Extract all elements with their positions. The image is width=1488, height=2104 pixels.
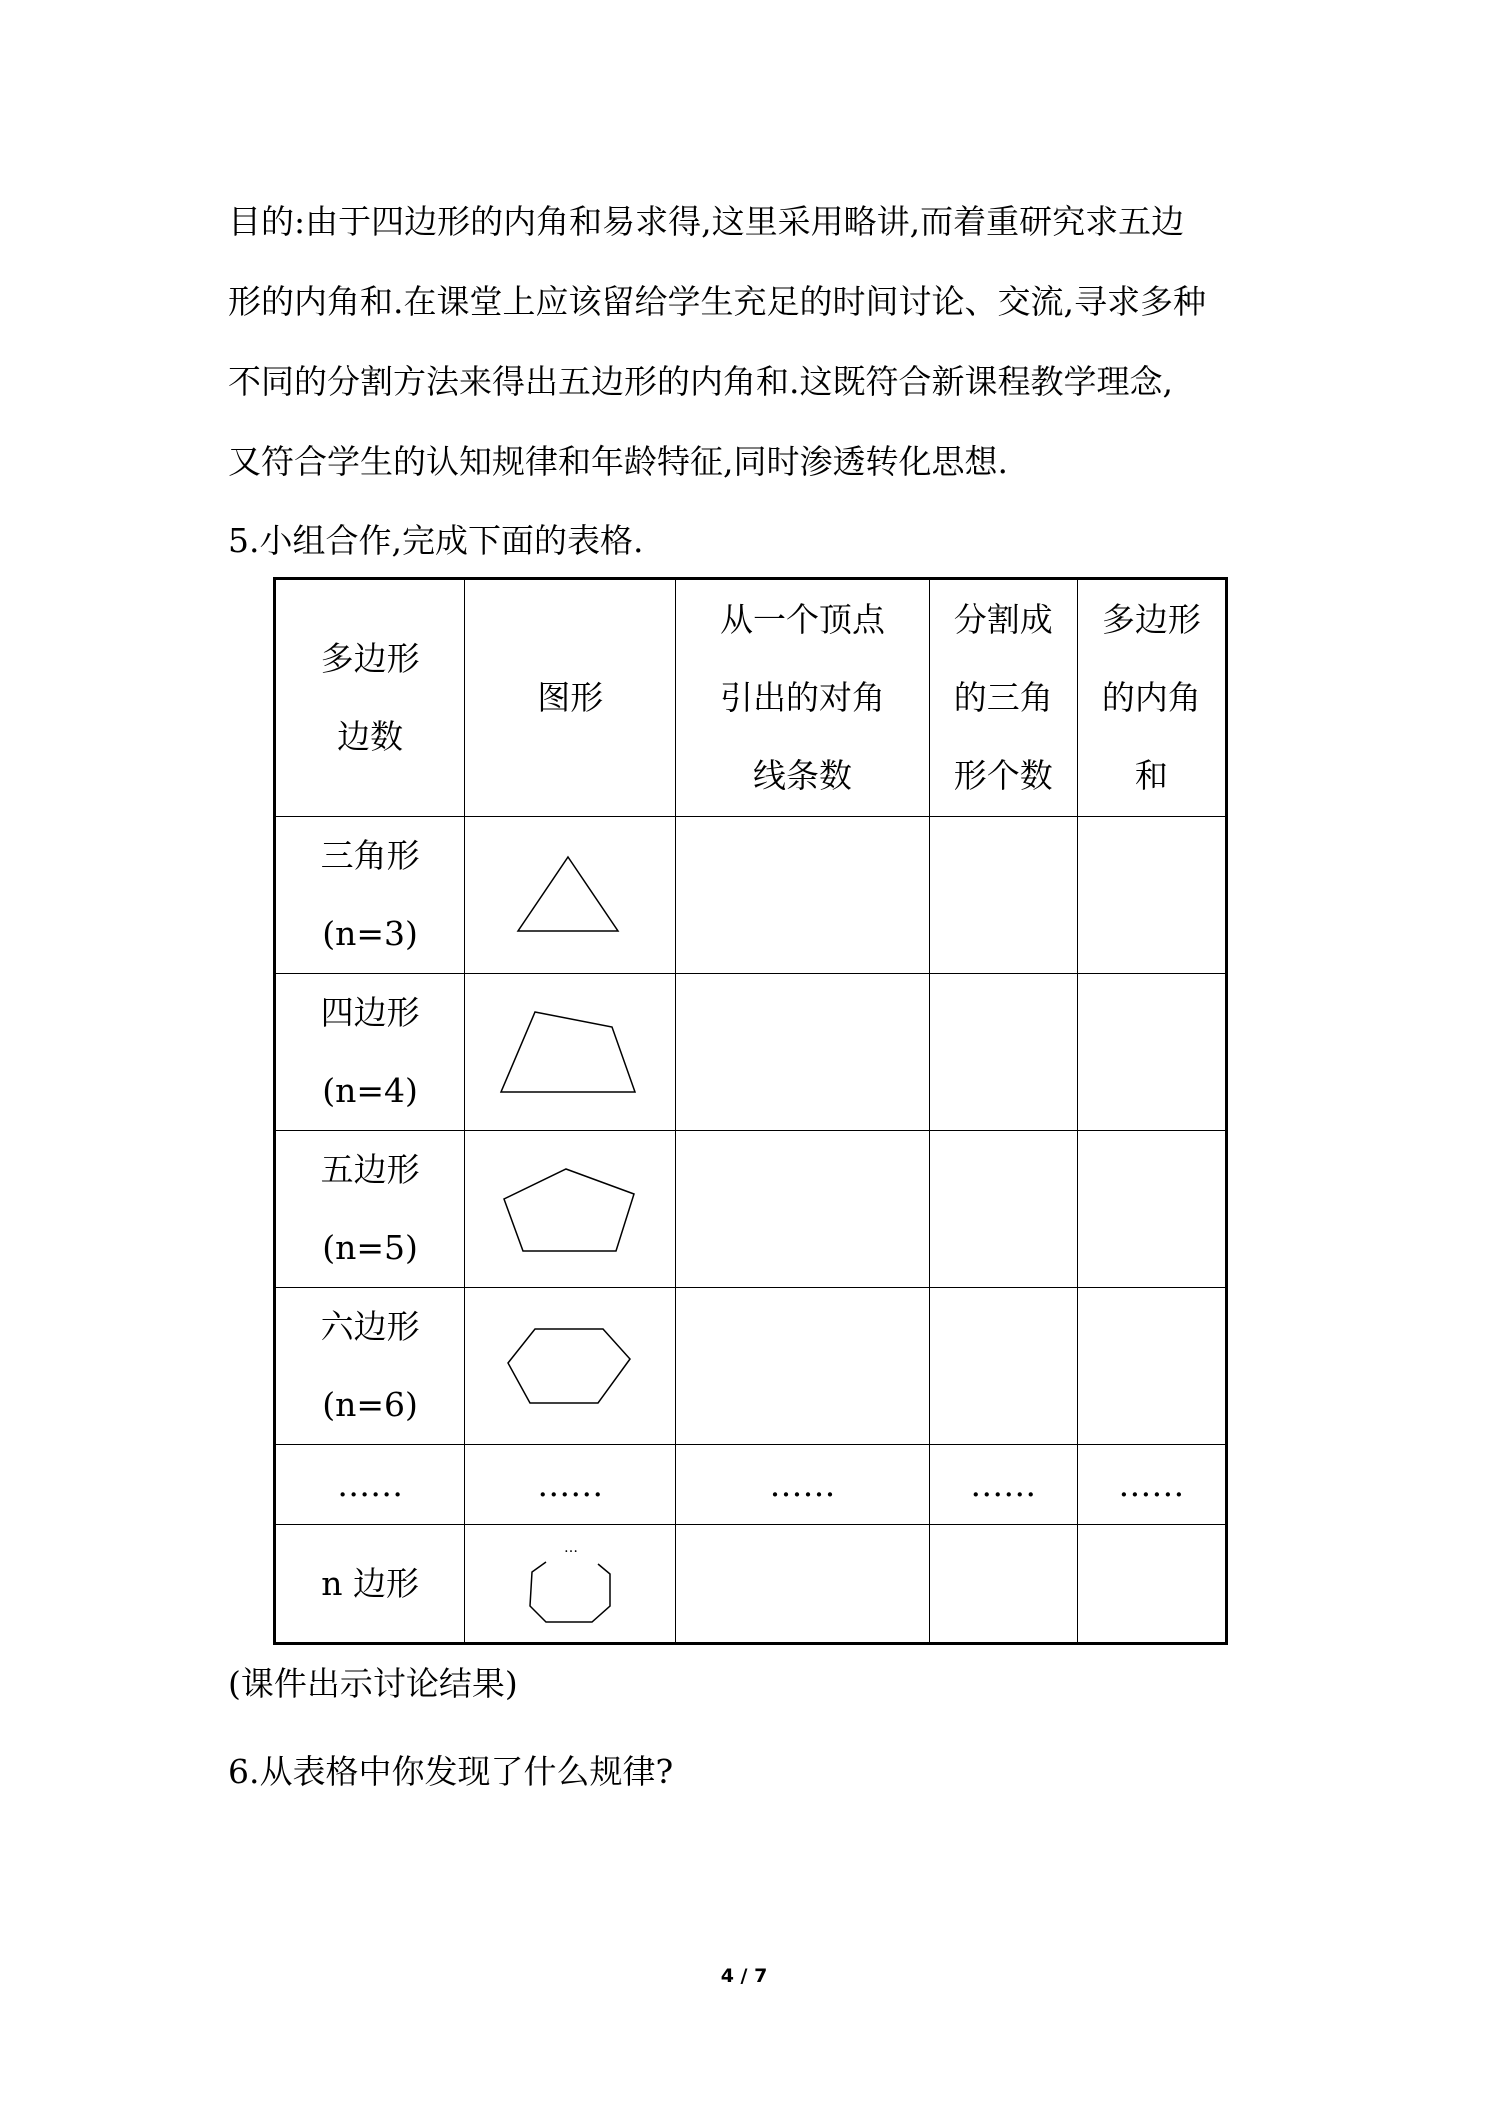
- row-label: 五边形 (n=5): [275, 1131, 465, 1288]
- angle-sum-cell: [1077, 817, 1226, 974]
- n-gon-dots: …: [564, 1539, 579, 1556]
- header-diagonals: 从一个顶点 引出的对角 线条数: [676, 579, 929, 817]
- item-5-heading: 5.小组合作,完成下面的表格.: [228, 521, 644, 560]
- row-label: 四边形 (n=4): [275, 974, 465, 1131]
- triangle-count-cell: [929, 817, 1077, 974]
- table-ellipsis-row: [275, 1445, 1227, 1525]
- triangle-count-cell: [929, 974, 1077, 1131]
- angle-sum-cell: [1077, 1288, 1226, 1445]
- intro-line: 又符合学生的认知规律和年龄特征,同时渗透转化思想.: [228, 442, 1008, 481]
- diagonal-count-cell: [676, 1131, 929, 1288]
- intro-line: 不同的分割方法来得出五边形的内角和.这既符合新课程教学理念,: [228, 362, 1173, 401]
- table-row: [275, 1525, 1227, 1644]
- ellipsis-cell: ……: [676, 1445, 929, 1525]
- page-number: 4 / 7: [720, 1965, 768, 1987]
- header-sides: 多边形 边数: [275, 579, 465, 817]
- intro-paragraph: [228, 182, 1268, 502]
- figure-cell: [465, 1525, 676, 1644]
- intro-line: 目的:由于四边形的内角和易求得,这里采用略讲,而着重研究求五边: [228, 202, 1185, 241]
- diagonal-count-cell: [676, 1525, 929, 1644]
- ellipsis-cell: ……: [929, 1445, 1077, 1525]
- table-header-row: [275, 579, 1227, 817]
- intro-line: 形的内角和.在课堂上应该留给学生充足的时间讨论、交流,寻求多种: [228, 282, 1206, 321]
- courseware-note: (课件出示讨论结果): [228, 1664, 518, 1703]
- header-angle-sum: 多边形 的内角 和: [1077, 579, 1226, 817]
- ellipsis-cell: ……: [275, 1445, 465, 1525]
- figure-cell: [465, 1131, 676, 1288]
- triangle-count-cell: [929, 1288, 1077, 1445]
- diagonal-count-cell: [676, 1288, 929, 1445]
- n-gon-icon: [510, 1534, 630, 1634]
- angle-sum-cell: [1077, 1525, 1226, 1644]
- figure-cell: [465, 1288, 676, 1445]
- item-6-heading: 6.从表格中你发现了什么规律?: [228, 1752, 674, 1791]
- header-triangle-count: 分割成 的三角 形个数: [929, 579, 1077, 817]
- row-label: 三角形 (n=3): [275, 817, 465, 974]
- hexagon-icon: [500, 1321, 640, 1411]
- angle-sum-cell: [1077, 1131, 1226, 1288]
- triangle-count-cell: [929, 1131, 1077, 1288]
- diagonal-count-cell: [676, 974, 929, 1131]
- ellipsis-cell: ……: [465, 1445, 676, 1525]
- triangle-icon: [510, 845, 630, 945]
- table-row: [275, 974, 1227, 1131]
- figure-cell: [465, 974, 676, 1131]
- polygon-table: [273, 577, 1228, 1645]
- header-figure: 图形: [465, 579, 676, 817]
- triangle-count-cell: [929, 1525, 1077, 1644]
- pentagon-icon: [495, 1159, 645, 1259]
- ellipsis-cell: ……: [1077, 1445, 1226, 1525]
- diagonal-count-cell: [676, 817, 929, 974]
- table-row: [275, 817, 1227, 974]
- quadrilateral-icon: [495, 1002, 645, 1102]
- row-label: 六边形 (n=6): [275, 1288, 465, 1445]
- row-label: n 边形: [275, 1525, 465, 1644]
- table-row: [275, 1288, 1227, 1445]
- figure-cell: [465, 817, 676, 974]
- angle-sum-cell: [1077, 974, 1226, 1131]
- table-row: [275, 1131, 1227, 1288]
